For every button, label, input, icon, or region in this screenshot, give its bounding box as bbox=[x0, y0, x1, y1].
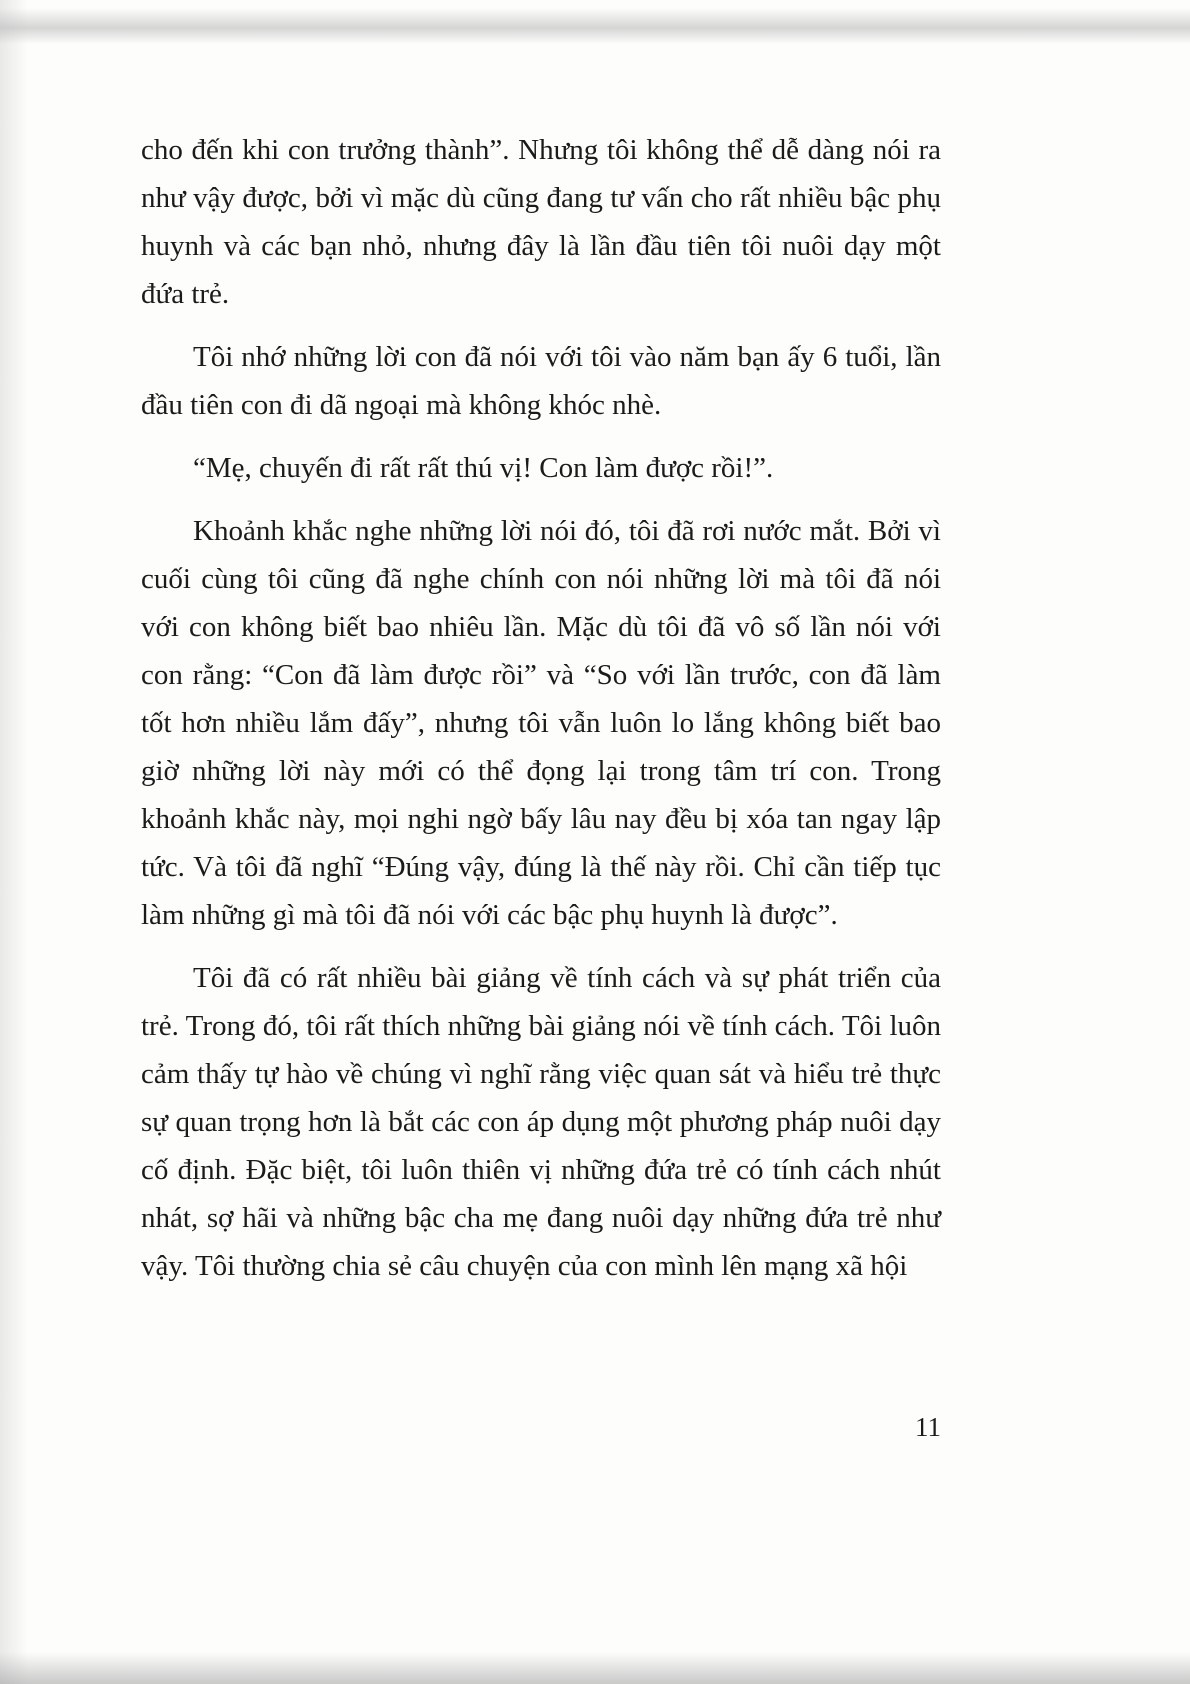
page-number: 11 bbox=[915, 1412, 941, 1442]
body-paragraph: cho đến khi con trưởng thành”. Nhưng tôi không thể dễ dàng nói ra như vậy được, bởi vì mặc dù cũng đang tư vấn cho rất nhiều bậc phụ huynh và các bạn nhỏ, nhưng đây là lần đầu tiên tôi nuôi dạy một đứa trẻ. bbox=[141, 134, 941, 310]
page-text-block bbox=[141, 126, 941, 1305]
body-paragraph: Tôi nhớ những lời con đã nói với tôi vào năm bạn ấy 6 tuổi, lần đầu tiên con đi dã ngoại mà không khóc nhè. bbox=[141, 341, 941, 421]
scan-shadow-top bbox=[0, 8, 1190, 44]
body-paragraph: Khoảnh khắc nghe những lời nói đó, tôi đã rơi nước mắt. Bởi vì cuối cùng tôi cũng đã nghe chính con nói những lời mà tôi đã nói với con không biết bao nhiêu lần. Mặc dù tôi đã vô số lần nói với con rằng: “Con đã làm được rồi” và “So với lần trước, con đã làm tốt hơn nhiều lắm đấy”, nhưng tôi vẫn luôn lo lắng không biết bao giờ những lời này mới có thể đọng lại trong tâm trí con. Trong khoảnh khắc này, mọi nghi ngờ bấy lâu nay đều bị xóa tan ngay lập tức. Và tôi đã nghĩ “Đúng vậy, đúng là thế này rồi. Chỉ cần tiếp tục làm những gì mà tôi đã nói với các bậc phụ huynh là được”. bbox=[141, 515, 941, 931]
body-paragraph: “Mẹ, chuyến đi rất rất thú vị! Con làm được rồi!”. bbox=[193, 452, 774, 484]
scan-shadow-left bbox=[0, 0, 28, 1684]
body-paragraph: Tôi đã có rất nhiều bài giảng về tính cách và sự phát triển của trẻ. Trong đó, tôi rất thích những bài giảng nói về tính cách. Tôi luôn cảm thấy tự hào về chúng vì nghĩ rằng việc quan sát và hiểu trẻ thực sự quan trọng hơn là bắt các con áp dụng một phương pháp nuôi dạy cố định. Đặc biệt, tôi luôn thiên vị những đứa trẻ có tính cách nhút nhát, sợ hãi và những bậc cha mẹ đang nuôi dạy những đứa trẻ như vậy. Tôi thường chia sẻ câu chuyện của con mình lên mạng xã hội bbox=[141, 962, 941, 1282]
scan-shadow-bottom bbox=[0, 1652, 1190, 1684]
